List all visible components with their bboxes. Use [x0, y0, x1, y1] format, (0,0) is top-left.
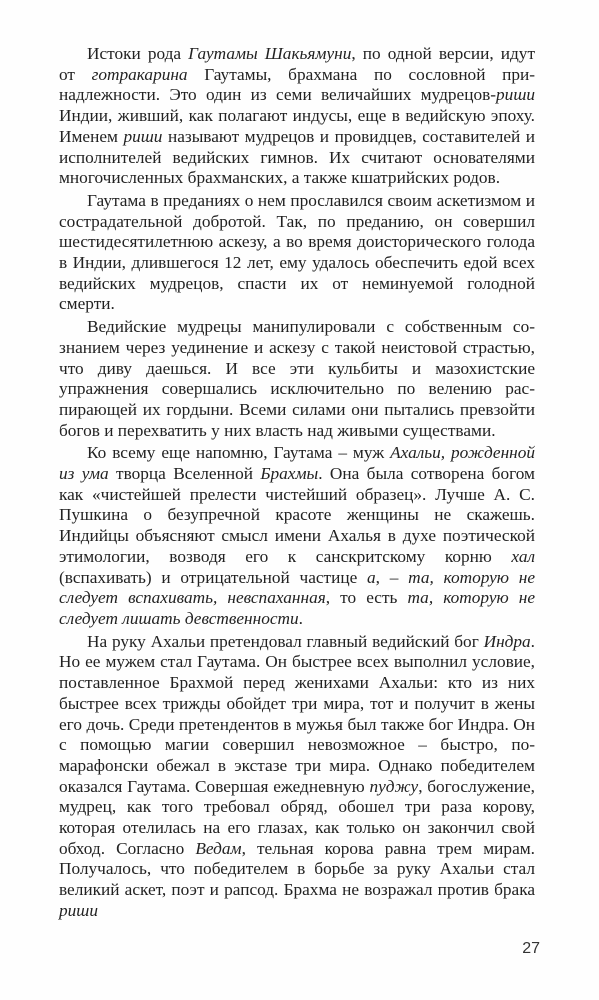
italic-text-run: Индра — [483, 631, 531, 651]
text-run: Гаутамы, брахмана по сословной принадлежности. Это один из семи величайших мудрецов- — [59, 64, 535, 105]
text-run: Истоки рода — [87, 44, 189, 63]
text-run: творца Вселенной — [108, 464, 261, 484]
italic-text-run: Гаутамы Шакьямуни — [188, 44, 352, 63]
text-run: называют мудрецов и провидцев, составителей и исполнителей ведийских гимнов. Их считают основателями многочисленных брахманских, а также кшатрийских родов. — [59, 126, 535, 188]
paragraph-3 — [59, 317, 535, 441]
text-run: Гаутама в преданиях о нем прославился своим аскетизмом и сострадательной добротой. Так, по преданию, он совершил шестидесятилетнюю аскезу, а во время доисторического голода в Индии, длившегося 12 лет, ему удалось обеспечить едой всех ведийских мудрецов, спасти их от неминуемой голодной смерти. — [59, 190, 535, 314]
text-run: Индии, живший, как полагают индусы, еще в ведийскую эпоху. Именем — [59, 106, 535, 146]
text-run: , по одной версии, идут от — [59, 44, 535, 84]
text-run: Ведийские мудрецы манипулировали с собственным сознанием через уединение и аскезу с такой неистовой страстью, что диву даешься. И все эти кульбиты и мазохистские упражнения совершались исключительно по велению распирающей их гордыни. Всеми силами они пытались превзойти богов и перехватить у них власть над живыми существами. — [59, 317, 535, 440]
italic-text-run: риши — [496, 85, 535, 105]
italic-text-run: Брахмы — [260, 464, 319, 484]
text-run: , то есть — [325, 588, 408, 608]
text-run: . Но ее мужем стал Гаутама. Он быстрее всех выполнил условие, поставленное Брахмой перед женихами Ахальи: кто из них быстрее всех трижды обойдет три мира, тот и получит в жены его дочь. Среди претендентов в мужья был также бог Индра. Он с помощью магии совершил невозможное – быстро, по-марафонски обежал в экстазе три мира. Однако победителем оказался Гаутама. Совершая ежедневную — [59, 631, 535, 796]
text-run: , богослужение, мудрец, как того требовал обряд, обошел три раза корову, которая отелилась на его глазах, как только он закончил свой обход. Согласно — [59, 776, 535, 858]
text-run: На руку Ахальи претендовал главный ведийский бог — [87, 631, 484, 651]
italic-text-run: а — [367, 567, 376, 587]
italic-text-run: Ахальи, рожденной из ума — [59, 443, 536, 484]
italic-text-run: риши — [123, 126, 163, 146]
page-number: 27 — [522, 940, 540, 957]
paragraph-2 — [59, 191, 535, 315]
italic-text-run: та, которую не следует лишать девственности — [59, 588, 535, 628]
italic-text-run: риши — [59, 900, 98, 920]
body-text — [59, 44, 535, 922]
paragraph-1 — [59, 44, 535, 189]
paragraph-5 — [59, 632, 535, 922]
text-run: (вспахивать) и отрицательной частице — [59, 567, 368, 587]
text-run: , тельная корова равна трем мирам. Получалось, что победителем в борьбе за руку Ахальи стал великий аскет, поэт и рапсод. Брахма не возражал против брака — [59, 838, 535, 900]
italic-text-run: готракарина — [91, 64, 188, 84]
text-run: . — [298, 608, 303, 628]
italic-text-run: та, которую не следует вспахивать, невспаханная — [59, 567, 535, 608]
text-run: . Она была сотворена богом как «чистейшей прелести чистейший образец». Лучше А. С. Пушкина о безупречной красоте женщины не скажешь. Индийцы объясняют смысл имени Ахалья в духе поэтической этимологии, возводя его к санскритскому корню — [59, 464, 535, 566]
text-run: , – — [375, 567, 409, 587]
italic-text-run: пуджу — [369, 776, 419, 796]
italic-text-run: Ведам — [195, 838, 242, 858]
paragraph-4 — [59, 443, 535, 629]
text-run: Ко всему еще напомню, Гаутама – муж — [87, 443, 391, 463]
italic-text-run: хал — [511, 546, 535, 566]
